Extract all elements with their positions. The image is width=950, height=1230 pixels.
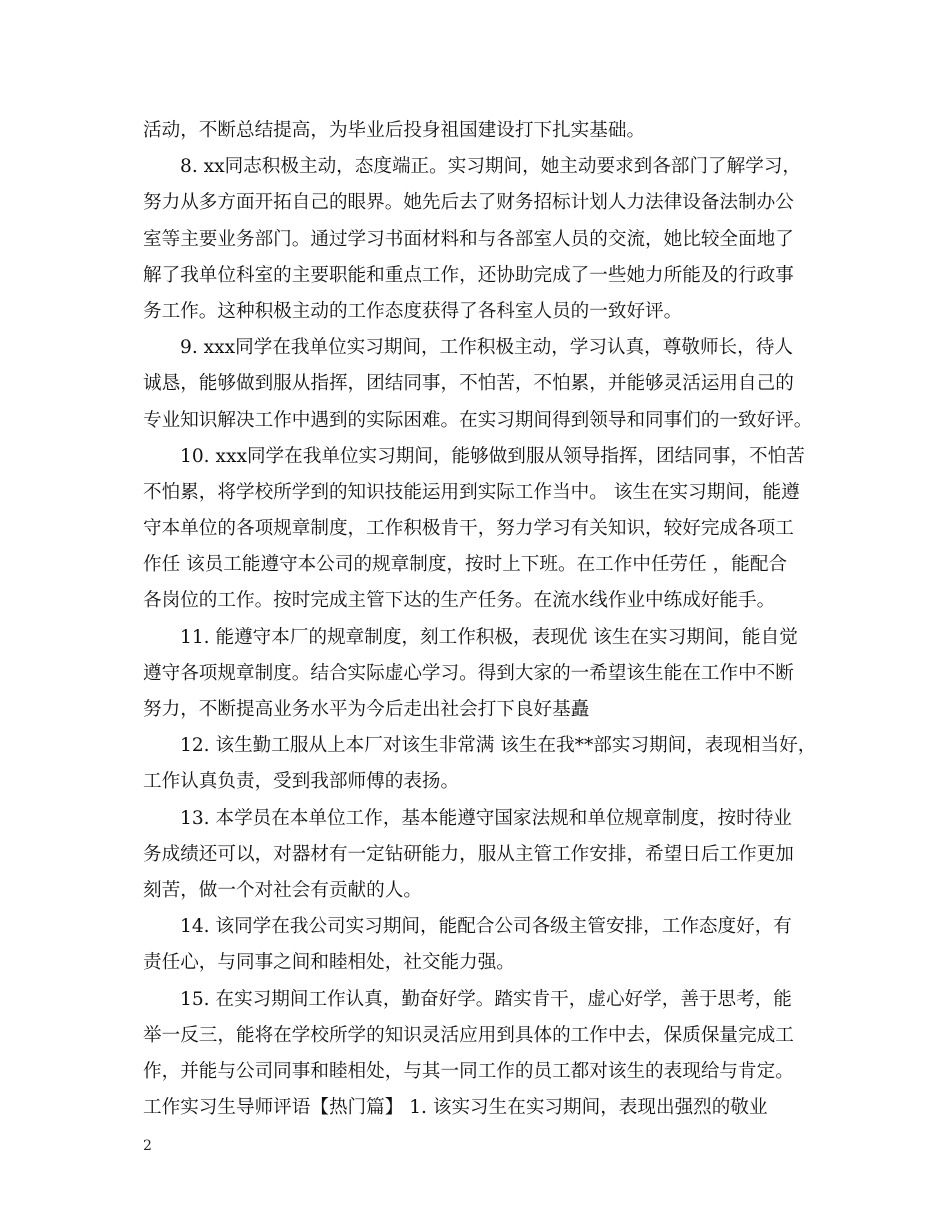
text-line: 诚恳，能够做到服从指挥，团结同事，不怕苦，不怕累，并能够灵活运用自己的 [143, 373, 794, 395]
text-line: 11. 能遵守本厂的规章制度，刻工作积极，表现优 该生在实习期间，能自觉 [180, 626, 798, 648]
text-line: 12. 该生勤工服从上本厂对该生非常满 该生在我**部实习期间，表现相当好， [180, 735, 817, 757]
text-line: 工作认真负责，受到我部师傅的表扬。 [143, 771, 460, 793]
text-line: 遵守各项规章制度。结合实际虚心学习。得到大家的一希望该生能在工作中不断 [143, 662, 794, 684]
text-line: 刻苦，做一个对社会有贡献的人。 [143, 879, 422, 901]
text-line: 解了我单位科室的主要职能和重点工作，还协助完成了一些她力所能及的行政事 [143, 264, 794, 286]
text-line: 不怕累，将学校所学到的知识技能运用到实际工作当中。 该生在实习期间，能遵 [143, 481, 800, 503]
body-text [143, 113, 817, 1126]
text-line: 务成绩还可以，对器材有一定钻研能力，服从主管工作安排，希望日后工作更加 [143, 843, 794, 865]
text-line: 守本单位的各项规章制度，工作积极肯干，努力学习有关知识，较好完成各项工 [143, 518, 794, 540]
text-line: 14. 该同学在我公司实习期间，能配合公司各级主管安排，工作态度好，有 [180, 916, 792, 938]
text-line: 努力，不断提高业务水平为今后走出社会打下良好基矗 [143, 699, 590, 720]
text-line: 作，并能与公司同事和睦相处，与其一同工作的员工都对该生的表现给与肯定。 [143, 1060, 794, 1082]
text-line: 各岗位的工作。按时完成主管下达的生产任务。在流水线作业中练成好能手。 [143, 590, 776, 612]
text-line: 工作实习生导师评语【热门篇】 1. 该实习生在实习期间，表现出强烈的敬业 [143, 1097, 768, 1119]
text-line: 举一反三，能将在学校所学的知识灵活应用到具体的工作中去，保质保量完成工 [143, 1024, 794, 1046]
text-line: 责任心，与同事之间和睦相处，社交能力强。 [143, 952, 515, 974]
text-line: 8. xx同志积极主动，态度端正。实习期间，她主动要求到各部门了解学习， [180, 156, 802, 178]
text-line: 努力从多方面开拓自己的眼界。她先后去了财务招标计划人力法律设备法制办公 [143, 192, 794, 214]
text-line: 15. 在实习期间工作认真，勤奋好学。踏实肯干，虚心好学，善于思考，能 [180, 988, 792, 1010]
text-line: 活动，不断总结提高，为毕业后投身祖国建设打下扎实基础。 [143, 120, 646, 141]
text-line: 13. 本学员在本单位工作，基本能遵守国家法规和单位规章制度，按时待业 [180, 807, 792, 829]
page-number: 2 [143, 1138, 152, 1154]
text-line: 务工作。这种积极主动的工作态度获得了各科室人员的一致好评。 [143, 300, 683, 322]
text-line: 9. xxx同学在我单位实习期间，工作积极主动，学习认真，尊敬师长，待人 [180, 337, 793, 359]
text-line: 作任 该员工能遵守本公司的规章制度，按时上下班。在工作中任劳任 ，能配合 [143, 554, 788, 576]
text-line: 室等主要业务部门。通过学习书面材料和与各部室人员的交流，她比较全面地了 [143, 228, 794, 250]
text-line: 10. xxx同学在我单位实习期间，能够做到服从领导指挥，团结同事，不怕苦 [180, 445, 805, 467]
text-line: 专业知识解决工作中遇到的实际困难。在实习期间得到领导和同事们的一致好评。 [143, 409, 813, 431]
